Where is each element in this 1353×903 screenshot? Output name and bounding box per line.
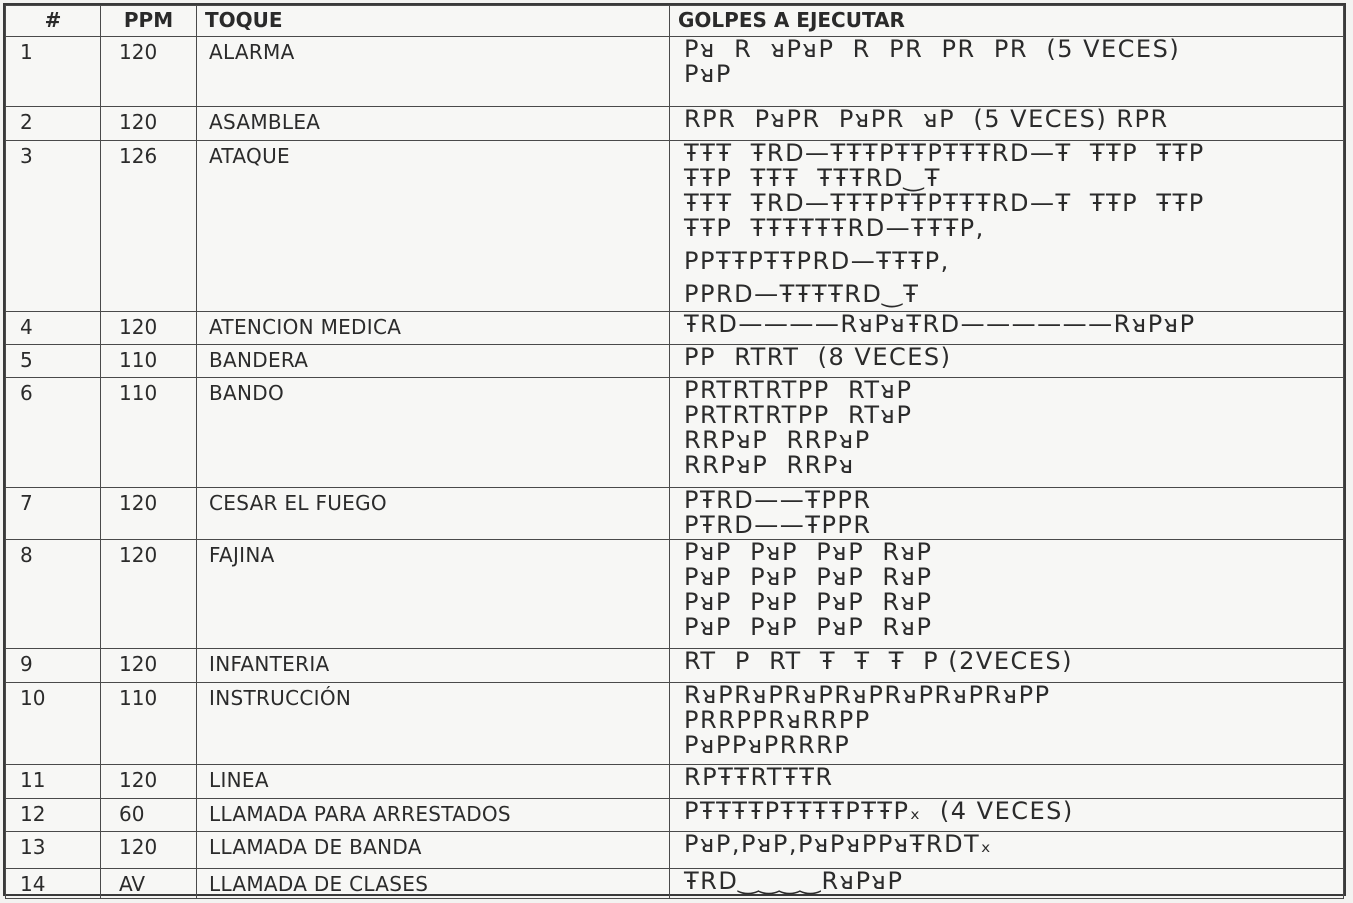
table-row <box>6 683 1344 765</box>
row-golpes <box>670 37 1344 107</box>
row-number: 3 <box>6 141 101 312</box>
table-row <box>6 765 1344 799</box>
row-golpes <box>670 540 1344 649</box>
golpes-line: Pᴚ R ᴚPᴚP R PR PR PR (5 VECES) <box>684 36 1181 63</box>
table-row <box>6 799 1344 832</box>
row-ppm: 120 <box>101 107 197 141</box>
golpes-line: PŦRD——ŦPPR <box>684 487 872 514</box>
row-ppm: 110 <box>101 378 197 488</box>
row-toque-name: LINEA <box>197 765 670 799</box>
table-row <box>6 540 1344 649</box>
header-golpes: GOLPES A EJECUTAR <box>670 6 1344 37</box>
header-toque: TOQUE <box>197 6 670 37</box>
table-row <box>6 832 1344 869</box>
golpes-line: PᴚP PᴚP PᴚP RᴚP <box>684 539 933 566</box>
golpes-line: PᴚP PᴚP PᴚP RᴚP <box>684 588 933 616</box>
row-golpes <box>670 765 1344 799</box>
row-golpes <box>670 488 1344 540</box>
golpes-line: PŦŦŦŦPŦŦŦŦPŦŦPₓ (4 VECES) <box>684 798 1074 825</box>
golpes-line: ŦŦP ŦŦŦ ŦŦŦRD‿Ŧ <box>684 164 941 192</box>
golpes-line: ŦŦŦ ŦRD—ŦŦŦPŦŦPŦŦŦRD—Ŧ ŦŦP ŦŦP <box>684 189 1205 217</box>
row-ppm: 120 <box>101 649 197 683</box>
toques-table <box>5 5 1344 899</box>
row-golpes <box>670 832 1344 869</box>
row-number: 2 <box>6 107 101 141</box>
row-toque-name: LLAMADA DE CLASES <box>197 869 670 899</box>
toques-table-sheet <box>3 3 1346 896</box>
table-row <box>6 345 1344 378</box>
golpes-line: PᴚPPᴚPRRRP <box>684 731 851 759</box>
row-number: 12 <box>6 799 101 832</box>
row-toque-name: ASAMBLEA <box>197 107 670 141</box>
header-row <box>6 6 1344 37</box>
row-ppm: 110 <box>101 345 197 378</box>
golpes-line: PᴚP PᴚP PᴚP RᴚP <box>684 613 933 641</box>
golpes-line: RᴚPRᴚPRᴚPRᴚPRᴚPRᴚPRᴚPP <box>684 682 1051 709</box>
row-number: 14 <box>6 869 101 899</box>
header-num: # <box>6 6 101 37</box>
row-number: 7 <box>6 488 101 540</box>
golpes-line: RRPᴚP RRPᴚP <box>684 426 871 454</box>
row-toque-name: ATAQUE <box>197 141 670 312</box>
golpes-line: PRTRTRTPP RTᴚP <box>684 401 913 429</box>
row-number: 9 <box>6 649 101 683</box>
golpes-line: ŦŦP ŦŦŦŦŦŦRD—ŦŦŦP, <box>684 214 985 242</box>
golpes-line: PRRPPRᴚRRPP <box>684 706 871 734</box>
row-golpes <box>670 378 1344 488</box>
golpes-line: PᴚP <box>684 60 732 88</box>
table-row <box>6 107 1344 141</box>
table-row <box>6 312 1344 345</box>
golpes-line: ŦRD‿‿‿‿RᴚPᴚP <box>684 868 904 895</box>
table-row <box>6 378 1344 488</box>
golpes-line: ŦŦŦ ŦRD—ŦŦŦPŦŦPŦŦŦRD—Ŧ ŦŦP ŦŦP <box>684 140 1205 167</box>
golpes-line: PRTRTRTPP RTᴚP <box>684 377 913 404</box>
row-ppm: 120 <box>101 37 197 107</box>
row-toque-name: BANDERA <box>197 345 670 378</box>
table-row <box>6 649 1344 683</box>
row-golpes <box>670 683 1344 765</box>
row-golpes <box>670 345 1344 378</box>
row-toque-name: INSTRUCCIÓN <box>197 683 670 765</box>
row-number: 1 <box>6 37 101 107</box>
golpes-line: PP RTRT (8 VECES) <box>684 344 952 371</box>
row-number: 11 <box>6 765 101 799</box>
row-golpes <box>670 107 1344 141</box>
golpes-line: PPRD—ŦŦŦŦRD‿Ŧ <box>684 280 920 308</box>
row-toque-name: INFANTERIA <box>197 649 670 683</box>
golpes-line: RPŦŦRTŦŦR <box>684 764 834 791</box>
row-toque-name: LLAMADA PARA ARRESTADOS <box>197 799 670 832</box>
row-number: 8 <box>6 540 101 649</box>
row-toque-name: ATENCION MEDICA <box>197 312 670 345</box>
row-ppm: AV <box>101 869 197 899</box>
golpes-line: PPŦŦPŦŦPRD—ŦŦŦP, <box>684 247 950 275</box>
table-row <box>6 488 1344 540</box>
table-row <box>6 869 1344 899</box>
row-ppm: 110 <box>101 683 197 765</box>
golpes-line: PᴚP PᴚP PᴚP RᴚP <box>684 563 933 591</box>
row-ppm: 120 <box>101 832 197 869</box>
row-golpes <box>670 799 1344 832</box>
row-ppm: 126 <box>101 141 197 312</box>
row-ppm: 120 <box>101 765 197 799</box>
row-ppm: 120 <box>101 488 197 540</box>
table-row <box>6 141 1344 312</box>
row-ppm: 120 <box>101 312 197 345</box>
row-golpes <box>670 649 1344 683</box>
row-ppm: 60 <box>101 799 197 832</box>
golpes-line: PᴚP,PᴚP,PᴚPᴚPPᴚŦRDTₓ <box>684 831 993 858</box>
table-row <box>6 37 1344 107</box>
row-toque-name: CESAR EL FUEGO <box>197 488 670 540</box>
golpes-line: ŦRD————RᴚPᴚŦRD——————RᴚPᴚP <box>684 311 1196 338</box>
row-number: 10 <box>6 683 101 765</box>
row-golpes <box>670 869 1344 899</box>
row-toque-name: ALARMA <box>197 37 670 107</box>
golpes-line: PŦRD——ŦPPR <box>684 511 872 539</box>
golpes-line: RT P RT Ŧ Ŧ Ŧ P (2VECES) <box>684 648 1074 675</box>
golpes-line: RPR PᴚPR PᴚPR ᴚP (5 VECES) RPR <box>684 106 1169 133</box>
golpes-line: RRPᴚP RRPᴚ <box>684 451 855 479</box>
row-toque-name: FAJINA <box>197 540 670 649</box>
row-toque-name: LLAMADA DE BANDA <box>197 832 670 869</box>
row-toque-name: BANDO <box>197 378 670 488</box>
row-number: 13 <box>6 832 101 869</box>
row-number: 4 <box>6 312 101 345</box>
row-number: 5 <box>6 345 101 378</box>
header-ppm: PPM <box>101 6 197 37</box>
row-number: 6 <box>6 378 101 488</box>
row-golpes <box>670 141 1344 312</box>
row-ppm: 120 <box>101 540 197 649</box>
row-golpes <box>670 312 1344 345</box>
